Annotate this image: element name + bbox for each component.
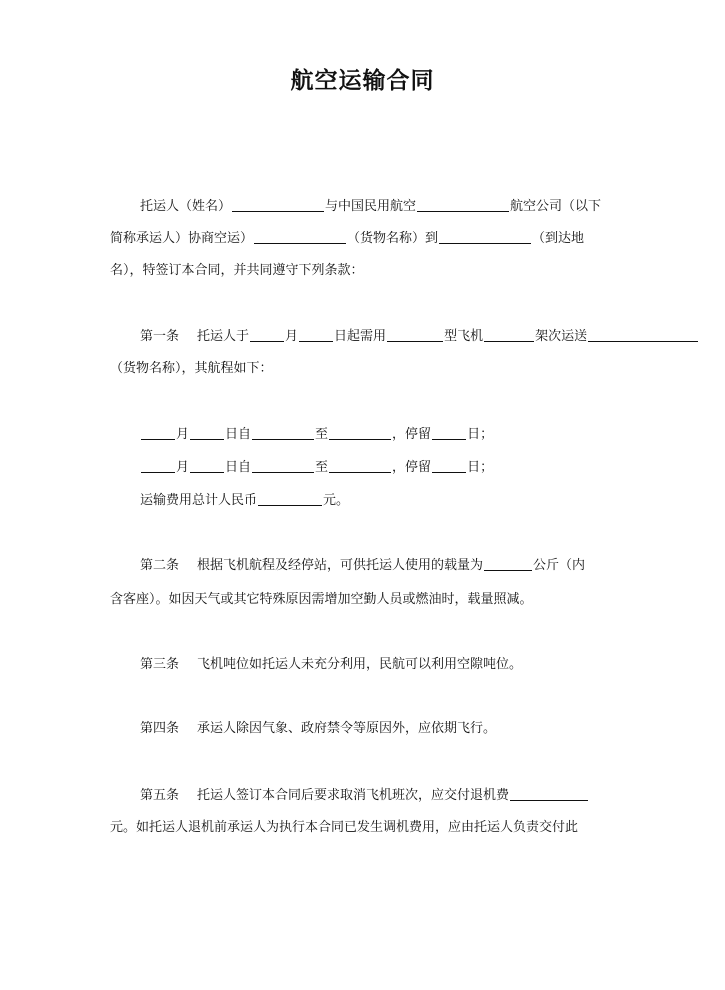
blank-airline[interactable] [417,197,509,212]
article-2-line-2: 含客座）。如因天气或其它特殊原因需增加空勤人员或燃油时，载量照减。 [110,592,533,607]
article-3-label: 第三条 [140,657,180,672]
route-row: 月 日自 至 ，停留 日； [140,458,493,478]
route-row: 月 日自 至 ，停留 日； [140,425,493,445]
article-1-line-2: （货物名称），其航程如下： [110,361,273,376]
blank-cargo[interactable] [588,327,698,342]
document-title: 航空运输合同 [290,68,435,94]
article-2-label: 第二条 [140,558,180,573]
article-5-line-2: 元。如托运人退机前承运人为执行本合同已发生调机费用，应由托运人负责交付此 [110,820,579,835]
intro-line-2: 简称承运人）协商空运） （货物名称）到 （到达地 [110,231,585,246]
blank-payload[interactable] [484,556,532,571]
blank-day[interactable] [299,327,333,342]
blank-fee[interactable] [258,491,322,506]
article-1-line-1: 第一条 托运人于 月 日起需用 型飞机 架次运送 [140,327,699,347]
blank-shipper-name[interactable] [232,197,324,212]
article-1-label: 第一条 [140,329,180,344]
article-5-line-1: 第五条 托运人签订本合同后要求取消飞机班次，应交付退机费 [140,786,589,806]
blank-cancel-fee[interactable] [510,786,588,801]
blank-month[interactable] [250,327,284,342]
blank-aircraft-type[interactable] [387,327,443,342]
article-5-label: 第五条 [140,788,180,803]
article-3: 第三条 飞机吨位如托运人未充分利用，民航可以利用空隙吨位。 [140,657,523,672]
fee-line: 运输费用总计人民币 元。 [140,493,350,508]
intro-line-3: 名），特签订本合同，并共同遵守下列条款： [110,263,364,278]
blank-destination[interactable] [439,229,531,244]
article-4-label: 第四条 [140,721,180,736]
article-4: 第四条 承运人除因气象、政府禁令等原因外，应依期飞行。 [140,721,497,736]
blank-origin[interactable] [254,229,346,244]
article-2-line-1: 第二条 根据飞机航程及经停站，可供托运人使用的载量为 公斤（内 [140,558,586,573]
intro-line-1: 托运人（姓名） 与中国民用航空 航空公司（以下 [140,199,602,214]
blank-flight-count[interactable] [484,327,534,342]
